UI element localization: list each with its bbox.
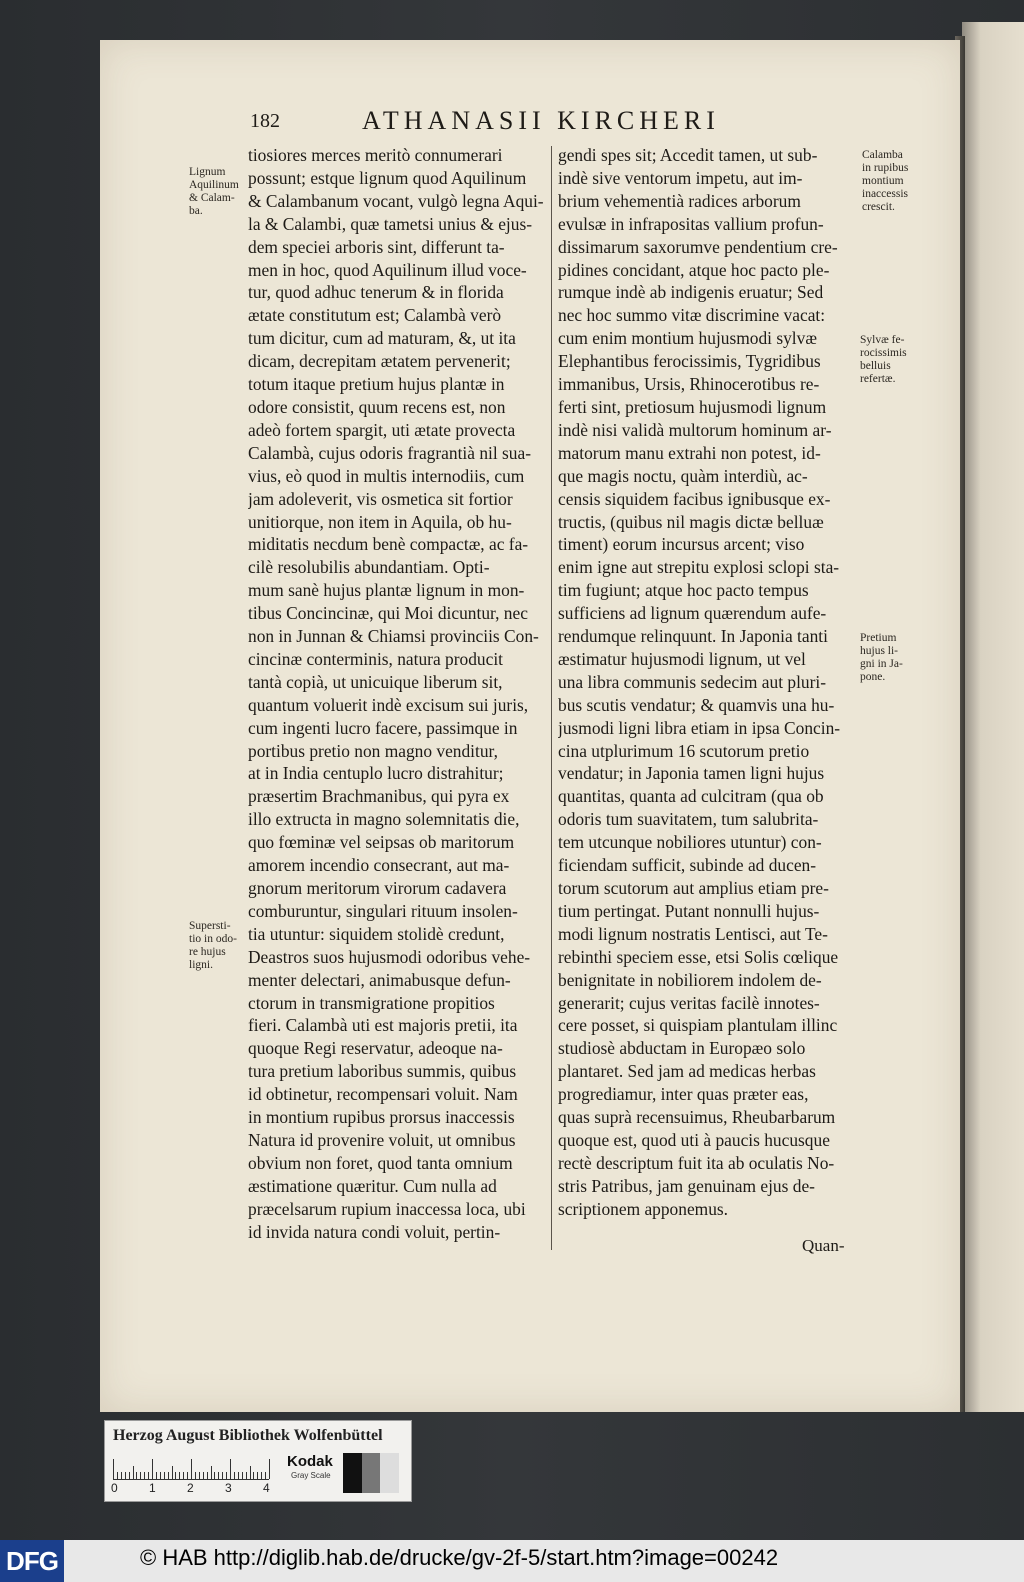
text-line: nec hoc summo vitæ discrimine vacat: bbox=[558, 305, 826, 326]
gray-scale-label: Gray Scale bbox=[291, 1471, 331, 1480]
ruler-tick bbox=[113, 1459, 114, 1479]
ruler-tick bbox=[195, 1472, 196, 1479]
footer-bar bbox=[0, 1540, 1024, 1582]
ruler-tick bbox=[207, 1472, 208, 1479]
gray-scale-patches bbox=[343, 1453, 399, 1493]
text-line: ficiendam sufficit, subinde ad ducen- bbox=[558, 855, 817, 876]
ruler-tick bbox=[121, 1472, 122, 1479]
text-line: jusmodi ligni libra etiam in ipsa Concin- bbox=[558, 717, 841, 738]
text-line: amorem incendio consecrant, aut ma- bbox=[248, 855, 510, 876]
ruler-tick bbox=[234, 1472, 235, 1479]
ruler-tick bbox=[257, 1472, 258, 1479]
text-line: in montium rupibus prorsus inaccessis bbox=[248, 1107, 515, 1128]
text-line: quantitas, quanta ad culcitram (qua ob bbox=[558, 786, 824, 807]
ruler-numbers bbox=[111, 1481, 281, 1497]
text-line: tibus Concincinæ, qui Moi dicuntur, nec bbox=[248, 603, 528, 624]
text-line: tio in odo- bbox=[189, 933, 237, 945]
text-line: unitiorque, non item in Aquila, ob hu- bbox=[248, 511, 512, 532]
text-line: quoque Regi reservatur, adeoque na- bbox=[248, 1038, 503, 1059]
ruler-tick bbox=[203, 1472, 204, 1479]
text-line: id invida natura condi voluit, pertin- bbox=[248, 1221, 501, 1242]
text-line: una libra communis sedecim aut pluri- bbox=[558, 671, 827, 692]
text-line: præsertim Brachmanibus, qui pyra ex bbox=[248, 786, 510, 807]
ruler-tick bbox=[214, 1472, 215, 1479]
text-line: rebinthi speciem esse, etsi Solis cœlique bbox=[558, 946, 839, 967]
text-line: timent) eorum incursus arcent; viso bbox=[558, 534, 805, 555]
text-line: præcelsarum rupium inaccessa loca, ubi bbox=[248, 1198, 526, 1219]
ruler-number: 0 bbox=[111, 1481, 118, 1495]
text-column-left bbox=[248, 144, 546, 1244]
text-line: matorum manu extrahi non potest, id- bbox=[558, 442, 821, 463]
gray-patch bbox=[380, 1453, 399, 1493]
text-line: Elephantibus ferocissimis, Tygridibus bbox=[558, 351, 821, 372]
ruler-tick bbox=[261, 1472, 262, 1479]
ruler-tick bbox=[242, 1472, 243, 1479]
text-line: in rupibus bbox=[862, 162, 909, 174]
text-line: tum dicitur, cum ad maturam, &, ut ita bbox=[248, 328, 516, 349]
text-line: immanibus, Ursis, Rhinocerotibus re- bbox=[558, 374, 820, 395]
text-line: rendumque relinquunt. In Japonia tanti bbox=[558, 626, 828, 647]
text-line: la & Calambi, quæ tametsi unius & ejus- bbox=[248, 213, 533, 234]
text-line: ligni. bbox=[189, 959, 213, 971]
text-column-right bbox=[558, 144, 854, 1221]
text-line: quas suprà recensuimus, Rheubarbarum bbox=[558, 1107, 836, 1128]
text-line: quo fœminæ vel seipsas ob maritorum bbox=[248, 832, 515, 853]
ruler-tick bbox=[253, 1472, 254, 1479]
text-line: Calambà, cujus odoris fragrantià nil sua- bbox=[248, 442, 531, 463]
text-line: censis siquidem facibus ignibusque ex- bbox=[558, 488, 831, 509]
copyright-link[interactable]: © HAB http://diglib.hab.de/drucke/gv-2f-5/start.htm?image=00242 bbox=[140, 1545, 779, 1570]
running-head: ATHANASII KIRCHERI bbox=[362, 106, 720, 135]
ruler-tick bbox=[125, 1472, 126, 1479]
text-line: tium pertingat. Putant nonnulli hujus- bbox=[558, 900, 820, 921]
text-line: cum ingenti lucro facere, passimque in bbox=[248, 717, 518, 738]
text-line: indè nisi validà multorum hominum ar- bbox=[558, 419, 832, 440]
ruler-tick bbox=[160, 1472, 161, 1479]
kodak-logo: Kodak bbox=[287, 1453, 333, 1470]
ruler-tick bbox=[152, 1459, 153, 1479]
text-line: & Calam- bbox=[189, 192, 235, 204]
margin-note-lignum bbox=[189, 166, 239, 218]
ruler-scale bbox=[113, 1457, 269, 1480]
ruler-tick bbox=[211, 1466, 212, 1479]
ruler-tick bbox=[222, 1472, 223, 1479]
text-line: odoris tum suavitatem, tum salubrita- bbox=[558, 809, 819, 830]
text-line: Natura id provenire voluit, ut omnibus bbox=[248, 1129, 516, 1150]
ruler-tick bbox=[265, 1472, 266, 1479]
ruler-tick bbox=[187, 1472, 188, 1479]
library-scale-card bbox=[104, 1420, 412, 1502]
text-line: cere posset, si quispiam plantulam illinc bbox=[558, 1015, 838, 1036]
text-line: ætate constitutum est; Calambà verò bbox=[248, 305, 502, 326]
text-line: rumque indè ab indigenis eruatur; Sed bbox=[558, 282, 824, 303]
text-line: æstimatur hujusmodi lignum, ut vel bbox=[558, 648, 806, 669]
text-line: fieri. Calambà uti est majoris pretii, ita bbox=[248, 1015, 518, 1036]
text-line: totum itaque pretium hujus plantæ in bbox=[248, 374, 505, 395]
text-line: men in hoc, quod Aquilinum illud voce- bbox=[248, 259, 527, 280]
text-line: re hujus bbox=[189, 946, 226, 958]
text-line: gendi spes sit; Accedit tamen, ut sub- bbox=[558, 145, 818, 165]
text-line: mum sanè hujus plantæ lignum in mon- bbox=[248, 580, 525, 601]
text-line: & Calambanum vocant, vulgò legna Aqui- bbox=[248, 190, 544, 211]
dfg-logo: DFG bbox=[0, 1540, 64, 1582]
text-line: generarit; cujus veritas facilè innotes- bbox=[558, 992, 820, 1013]
ruler-tick bbox=[226, 1472, 227, 1479]
text-line: dicam, decrepitam ætatem pervenerit; bbox=[248, 351, 511, 372]
gray-patch bbox=[343, 1453, 362, 1493]
text-line: at in India centuplo lucro distrahitur; bbox=[248, 763, 504, 784]
text-line: Calamba bbox=[862, 149, 903, 161]
ruler-tick bbox=[175, 1472, 176, 1479]
text-line: jam adoleverit, vis osmetica sit fortior bbox=[248, 488, 513, 509]
ruler-tick bbox=[164, 1472, 165, 1479]
text-line: ctorum in transmigratione propitios bbox=[248, 992, 495, 1013]
margin-note-sylvae bbox=[860, 334, 907, 386]
text-line: enim igne aut strepitu explosi sclopi sta- bbox=[558, 557, 840, 578]
text-line: id obtinetur, recompensari voluit. Nam bbox=[248, 1084, 518, 1105]
text-line: tur, quod adhuc tenerum & in florida bbox=[248, 282, 504, 303]
ruler-tick bbox=[199, 1472, 200, 1479]
text-line: plantaret. Sed jam ad medicas herbas bbox=[558, 1061, 816, 1082]
text-line: tura pretium laboribus summis, quibus bbox=[248, 1061, 517, 1082]
text-line: modi lignum nostratis Lentisci, aut Te- bbox=[558, 923, 828, 944]
text-line: belluis bbox=[860, 360, 891, 372]
text-line: obvium non foret, quod tanta omnium bbox=[248, 1152, 513, 1173]
text-line: pone. bbox=[860, 671, 886, 683]
text-line: comburuntur, singulari rituum insolen- bbox=[248, 900, 518, 921]
ruler-tick bbox=[238, 1472, 239, 1479]
text-line: adeò fortem spargit, uti ætate provecta bbox=[248, 419, 516, 440]
text-line: ba. bbox=[189, 205, 203, 217]
text-line: benignitate in nobiliorem indolem de- bbox=[558, 969, 822, 990]
text-line: Lignum bbox=[189, 166, 226, 178]
text-line: stris Patribus, jam genuinam ejus de- bbox=[558, 1175, 815, 1196]
text-line: vius, eò quod in multis internodiis, cum bbox=[248, 465, 525, 486]
ruler-tick bbox=[136, 1472, 137, 1479]
text-line: illo extructa in magno solemnitatis die, bbox=[248, 809, 520, 830]
text-line: progrediamur, inter quas præter eas, bbox=[558, 1084, 809, 1105]
text-line: vendatur; in Japonia tamen ligni hujus bbox=[558, 763, 825, 784]
text-line: rectè descriptum fuit ita ab oculatis No- bbox=[558, 1152, 835, 1173]
text-line: torum scutorum aut amplius etiam pre- bbox=[558, 878, 829, 898]
text-line: Pretium bbox=[860, 632, 897, 644]
text-line: Supersti- bbox=[189, 920, 231, 932]
text-line: quoque est, quod uti à paucis hucusque bbox=[558, 1129, 830, 1150]
ruler-tick bbox=[133, 1466, 134, 1479]
ruler-tick bbox=[246, 1472, 247, 1479]
margin-note-calamba bbox=[862, 149, 908, 214]
column-divider bbox=[551, 146, 552, 1250]
ruler-tick bbox=[140, 1472, 141, 1479]
text-line: ferti sint, pretiosum hujusmodi lignum bbox=[558, 396, 827, 417]
ruler-tick bbox=[168, 1472, 169, 1479]
ruler-number: 3 bbox=[225, 1481, 232, 1495]
ruler-tick bbox=[191, 1459, 192, 1479]
text-line: portibus pretio non magno venditur, bbox=[248, 740, 498, 761]
text-line: Aquilinum bbox=[189, 179, 239, 191]
text-line: tantà copià, ut unicuique liberum sit, bbox=[248, 671, 503, 692]
page-number: 182 bbox=[250, 110, 280, 132]
text-line: miditatis necdum benè compactæ, ac fa- bbox=[248, 534, 529, 555]
facing-page-edge bbox=[962, 22, 1024, 1412]
text-line: evulsæ in infrapositas vallium profun- bbox=[558, 213, 824, 234]
text-line: cum enim montium hujusmodi sylvæ bbox=[558, 328, 817, 349]
text-line: refertæ. bbox=[860, 373, 896, 385]
ruler-tick bbox=[250, 1466, 251, 1479]
text-line: studiosè abductam in Europæo solo bbox=[558, 1038, 806, 1059]
ruler-tick bbox=[230, 1459, 231, 1479]
margin-note-pretium bbox=[860, 632, 903, 684]
text-line: odore consistit, quum recens est, non bbox=[248, 396, 506, 417]
ruler-tick bbox=[129, 1472, 130, 1479]
text-line: hujus li- bbox=[860, 645, 899, 657]
library-name: Herzog August Bibliothek Wolfenbüttel bbox=[113, 1427, 383, 1444]
ruler-tick bbox=[148, 1472, 149, 1479]
text-line: possunt; estque lignum quod Aquilinum bbox=[248, 167, 527, 188]
catchword: Quan- bbox=[802, 1236, 845, 1255]
text-line: inaccessis bbox=[862, 188, 908, 200]
text-line: montium bbox=[862, 175, 904, 187]
text-line: pidines concidant, atque hoc pacto ple- bbox=[558, 259, 830, 280]
margin-note-superstitio bbox=[189, 920, 237, 972]
text-line: menter delectari, animabusque defun- bbox=[248, 969, 511, 990]
text-line: crescit. bbox=[862, 201, 895, 213]
ruler-tick bbox=[179, 1472, 180, 1479]
text-line: gnorum meritorum virorum cadavera bbox=[248, 878, 507, 898]
text-line: sufficiens ad lignum quærendum aufe- bbox=[558, 603, 827, 624]
text-line: scriptionem apponemus. bbox=[558, 1198, 729, 1219]
text-line: gni in Ja- bbox=[860, 658, 903, 670]
text-line: dissimarum saxorumve pendentium cre- bbox=[558, 236, 838, 257]
ruler-number: 4 bbox=[263, 1481, 270, 1495]
text-line: Deastros suos hujusmodi odoribus vehe- bbox=[248, 946, 531, 967]
text-line: cilè resolubilis abundantiam. Opti- bbox=[248, 557, 490, 578]
ruler-tick bbox=[117, 1472, 118, 1479]
text-line: non in Junnan & Chiamsi provinciis Con- bbox=[248, 626, 539, 647]
ruler-tick bbox=[183, 1472, 184, 1479]
text-line: bus scutis vendatur; & quamvis una hu- bbox=[558, 694, 835, 715]
text-line: tim fugiunt; atque hoc pacto tempus bbox=[558, 580, 809, 601]
text-line: tem utcunque nobiliores utuntur) con- bbox=[558, 832, 822, 853]
ruler-tick bbox=[218, 1472, 219, 1479]
text-line: que magis noctu, quàm interdiù, ac- bbox=[558, 465, 808, 486]
text-line: rocissimis bbox=[860, 347, 907, 359]
text-line: indè sive ventorum impetu, aut im- bbox=[558, 167, 803, 188]
text-line: æstimatione quæritur. Cum nulla ad bbox=[248, 1175, 497, 1196]
text-line: tructis, (quibus nil magis dictæ belluæ bbox=[558, 511, 824, 532]
text-line: tia utuntur: siquidem stolidè credunt, bbox=[248, 923, 505, 944]
ruler-number: 2 bbox=[187, 1481, 194, 1495]
ruler-tick bbox=[156, 1472, 157, 1479]
text-line: dem speciei arboris sint, differunt ta- bbox=[248, 236, 505, 257]
text-line: tiosiores merces meritò connumerari bbox=[248, 145, 503, 165]
text-line: cincinæ conterminis, natura producit bbox=[248, 648, 503, 669]
ruler-tick bbox=[172, 1466, 173, 1479]
gray-patch bbox=[362, 1453, 381, 1493]
ruler-number: 1 bbox=[149, 1481, 156, 1495]
text-line: Sylvæ fe- bbox=[860, 334, 905, 346]
ruler-tick bbox=[144, 1472, 145, 1479]
page-header bbox=[250, 106, 750, 140]
text-line: cina utplurimum 16 scutorum pretio bbox=[558, 740, 810, 761]
text-line: quantum voluerit indè excisum sui juris, bbox=[248, 694, 529, 715]
ruler-tick bbox=[269, 1459, 270, 1479]
text-line: brium vehementià radices arborum bbox=[558, 190, 801, 211]
